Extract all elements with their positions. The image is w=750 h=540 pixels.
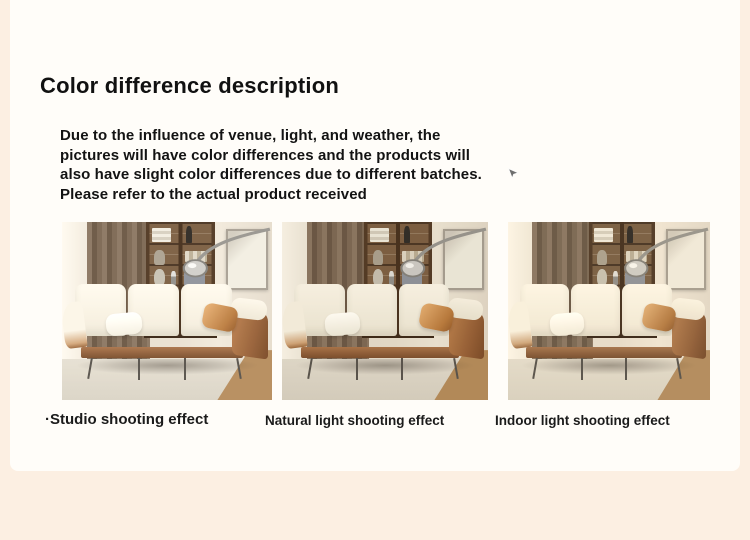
- white-pillow: [550, 311, 586, 336]
- sofa-leg: [138, 358, 140, 379]
- photo-natural-light-shooting: [282, 222, 488, 400]
- photo-studio-shooting: [62, 222, 272, 400]
- description-text: Due to the influence of venue, light, and weather, the pictures will have color differences and the products will also have slight color differences due to different batches. Please refer to the actual product received: [60, 127, 482, 203]
- sofa-leg: [581, 358, 583, 379]
- caption-natural-light: Natural light shooting effect: [265, 413, 445, 428]
- sofa-leg: [184, 358, 186, 379]
- white-pillow: [324, 311, 361, 336]
- sofa-leg: [401, 358, 403, 379]
- sofa-shadow: [292, 359, 477, 375]
- sofa-seat-cushions: [290, 326, 451, 352]
- photo-indoor-light-shooting: [508, 222, 710, 400]
- sofa-shadow: [518, 359, 700, 375]
- sofa-leg: [356, 358, 358, 379]
- sofa-shadow: [73, 359, 262, 375]
- caption-indoor-light: Indoor light shooting effect: [495, 413, 670, 428]
- mouse-pointer-icon: [507, 167, 520, 180]
- sofa-seat-cushions: [516, 326, 674, 352]
- sofa-seat-cushions: [70, 326, 234, 352]
- sofa-leg: [625, 358, 627, 379]
- page-title: Color difference description: [40, 73, 339, 98]
- caption-studio: ·Studio shooting effect: [45, 411, 209, 428]
- content-card: [10, 0, 740, 471]
- white-pillow: [105, 311, 142, 336]
